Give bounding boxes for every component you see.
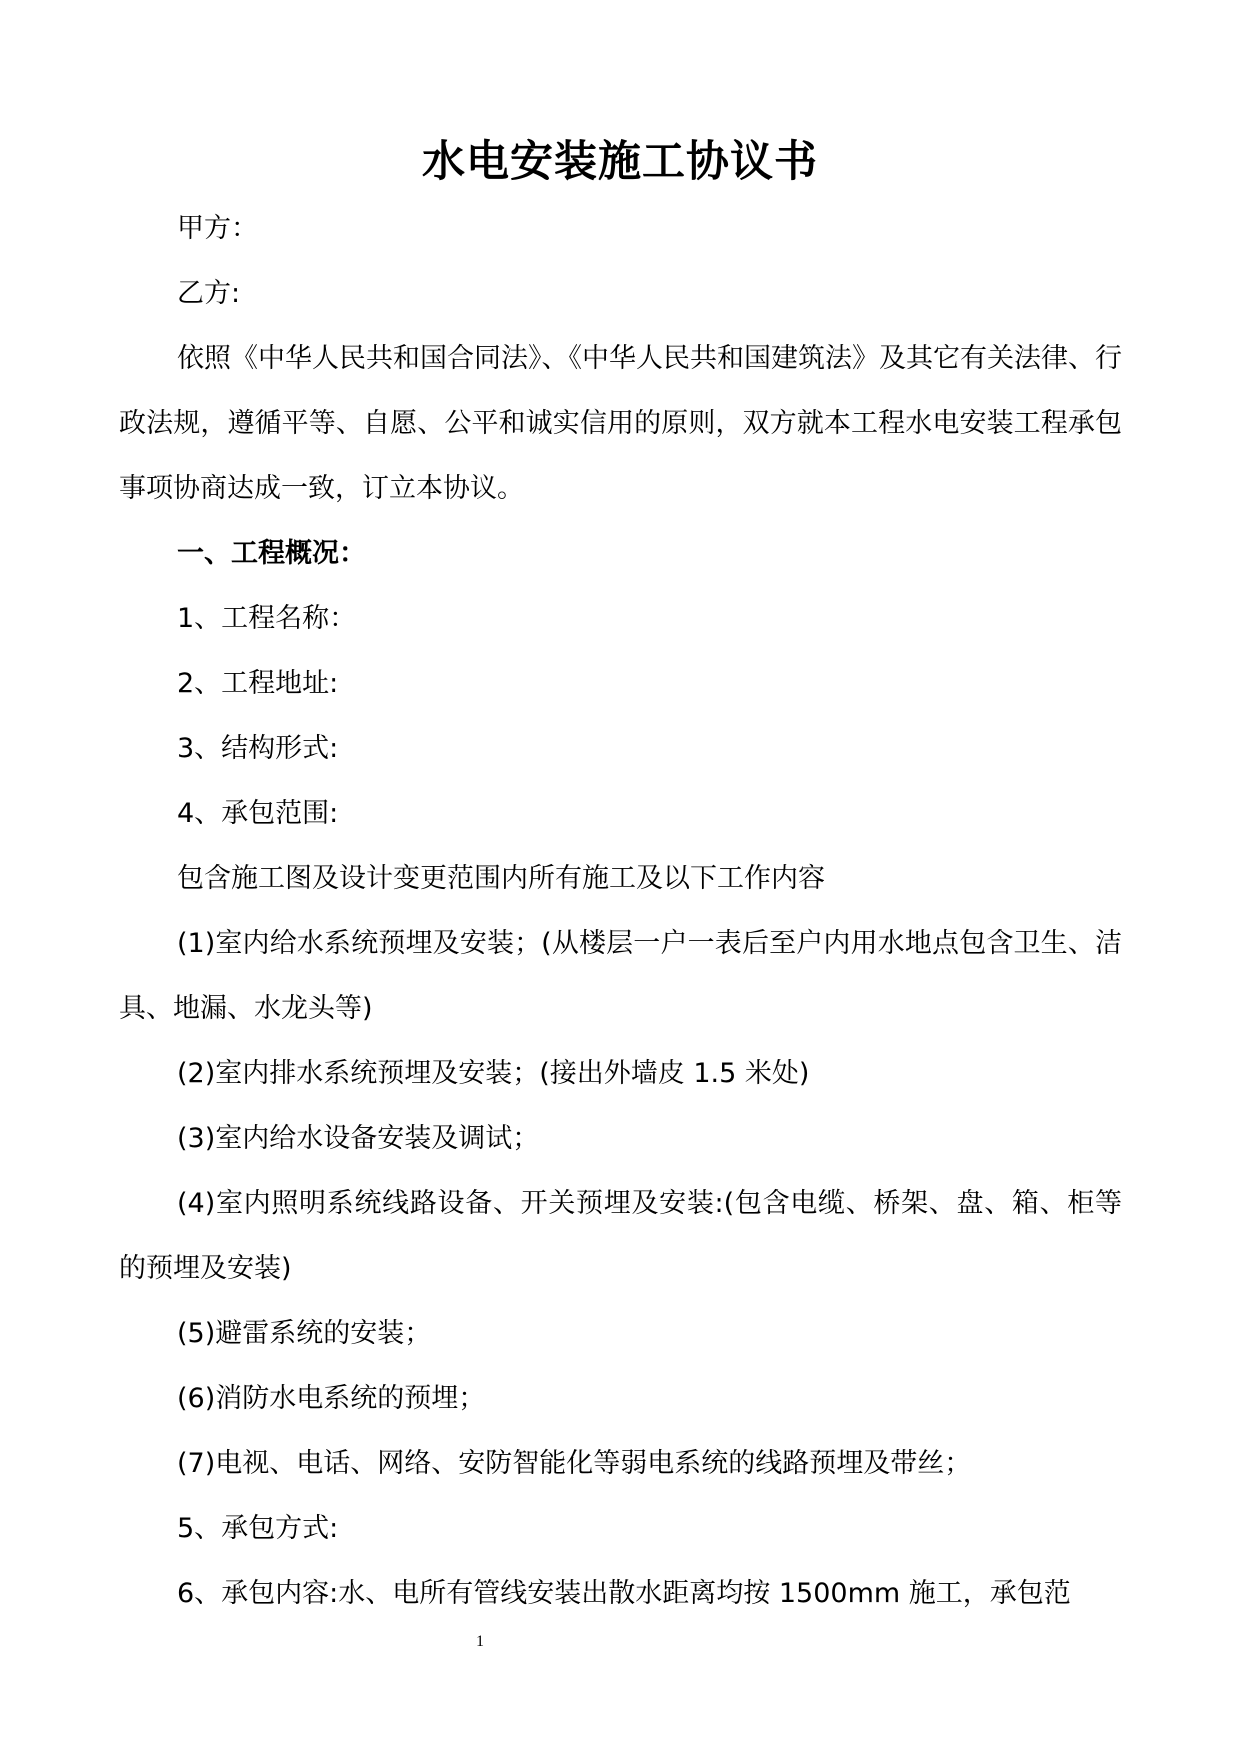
scope-item: (4)室内照明系统线路设备、开关预埋及安装:(包含电缆、桥架、盘、箱、柜等的预埋及安装) — [119, 1188, 1122, 1284]
scope-item: (6)消防水电系统的预埋； — [177, 1383, 486, 1414]
item-contract-method: 5、承包方式: — [177, 1513, 339, 1544]
section-heading: 一、工程概况： — [177, 538, 366, 569]
item-structure-type: 3、结构形式: — [177, 733, 339, 764]
page-number: 1 — [476, 1633, 484, 1650]
item-contract-content: 6、承包内容:水、电所有管线安装出散水距离均按 1500mm 施工，承包范 — [177, 1578, 1071, 1609]
scope-item: (7)电视、电话、网络、安防智能化等弱电系统的线路预埋及带丝； — [177, 1448, 972, 1479]
item-contract-scope: 4、承包范围: — [177, 798, 339, 829]
party-b-line: 乙方: — [177, 278, 241, 309]
scope-item: (5)避雷系统的安装； — [177, 1318, 432, 1349]
item-project-name: 1、工程名称： — [177, 603, 357, 634]
scope-intro: 包含施工图及设计变更范围内所有施工及以下工作内容 — [177, 863, 825, 894]
scope-item: (2)室内排水系统预埋及安装；(接出外墙皮 1.5 米处) — [177, 1058, 810, 1089]
intro-paragraph: 依照《中华人民共和国合同法》、《中华人民共和国建筑法》及其它有关法律、行政法规，遵循平等、自愿、公平和诚实信用的原则，双方就本工程水电安装工程承包事项协商达成一致，订立本协议。 — [119, 343, 1122, 504]
scope-item: (1)室内给水系统预埋及安装；(从楼层一户一表后至户内用水地点包含卫生、洁具、地漏、水龙头等) — [119, 928, 1122, 1024]
page-title: 水电安装施工协议书 — [422, 137, 818, 187]
scope-item: (3)室内给水设备安装及调试； — [177, 1123, 540, 1154]
party-a-line: 甲方： — [177, 213, 258, 244]
document-body — [119, 196, 1122, 1626]
item-project-address: 2、工程地址: — [177, 668, 339, 699]
